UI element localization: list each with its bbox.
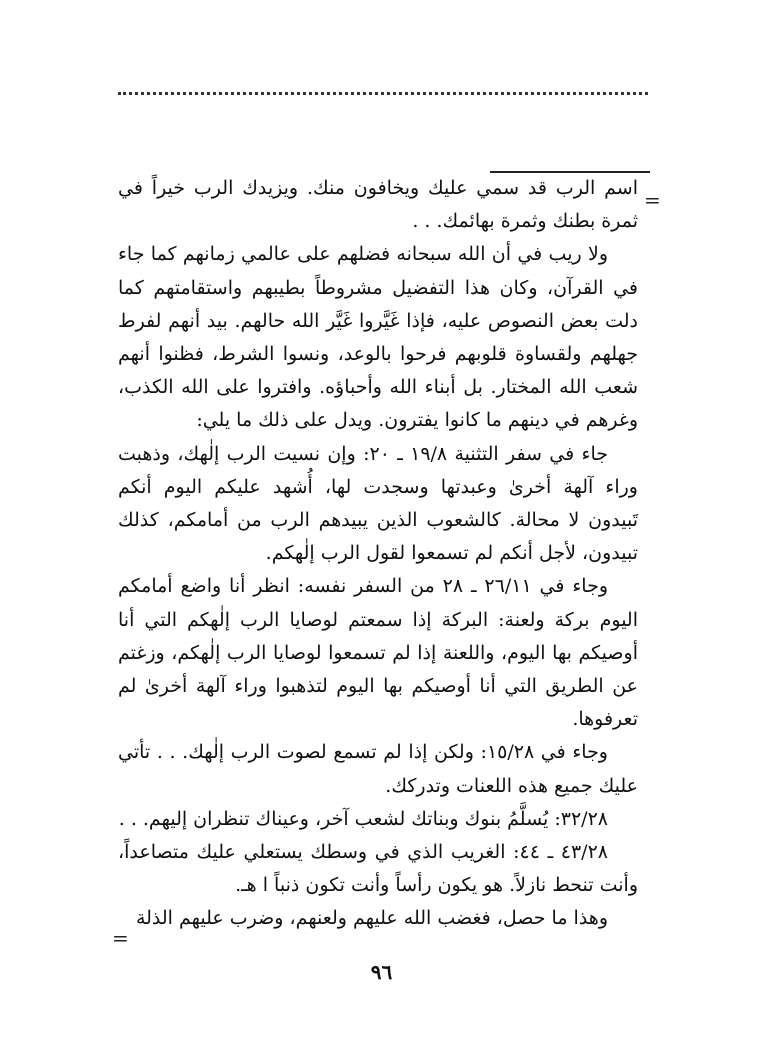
footnote-body	[118, 172, 638, 936]
continuation-mark-top: =	[644, 188, 661, 212]
paragraph-8: وهذا ما حصل، فغضب الله عليهم ولعنهم، وضرب عليهم الذلة	[135, 907, 608, 930]
continuation-mark-bottom: =	[112, 926, 129, 950]
paragraph-4: وجاء في ٢٦/١١ ـ ٢٨ من السفر نفسه: انظر أنا واضع أمامكم اليوم بركة ولعنة: البركة إذا سمعتم لوصايا الرب إلٰهكم التي أنا أوصيكم بها اليوم، واللعنة إذا لم تسمعوا لوصايا الرب إلٰهكم، وزغتم عن الطريق التي أنا أوصيكم بها اليوم لتذهبوا وراء آلهة أخرىٰ لم تعرفوها.	[118, 575, 638, 731]
paragraph-7: ٤٣/٢٨ ـ ٤٤: الغريب الذي في وسطك يستعلي عليك متصاعداً، وأنت تنحط نازلاً. هو يكون رأساً وأنت تكون ذنباً ا هـ.	[118, 841, 638, 897]
paragraph-5: وجاء في ١٥/٢٨: ولكن إذا لم تسمع لصوت الرب إلٰهك. . . تأتي عليك جميع هذه اللعنات وتدركك.	[118, 741, 638, 797]
paragraph-3: جاء في سفر التثنية ١٩/٨ ـ ٢٠: وإن نسيت الرب إلٰهك، وذهبت وراء آلهة أخرىٰ وعبدتها وسجدت لها، أُشهد عليكم اليوم أنكم تَبيدون لا محالة. كالشعوب الذين يبيدهم الرب من أمامكم، كذلك تبيدون، لأجل أنكم لم تسمعوا لقول الرب إلٰهكم.	[118, 442, 638, 565]
paragraph-2: ولا ريب في أن الله سبحانه فضلهم على عالمي زمانهم كما جاء في القرآن، وكان هذا التفضيل مشروطاً بطيبهم واستقامتهم كما دلت بعض النصوص عليه، فإذا غَيَّروا غَيَّر الله حالهم. بيد أنهم لفرط جهلهم ولقساوة قلوبهم فرحوا بالوعد، ونسوا الشرط، فظنوا أنهم شعب الله المختار. بل أبناء الله وأحباؤه. وافتروا على الله الكذب، وغرهم في دينهم ما كانوا يفترون. ويدل على ذلك ما يلي:	[118, 243, 638, 432]
paragraph-6: ٣٢/٢٨: يُسلَّمُ بنوك وبناتك لشعب آخر، وعيناك تنظران إليهم. . .	[118, 807, 608, 830]
paragraph-1: اسم الرب قد سمي عليك ويخافون منك. ويزيدك الرب خيراً في ثمرة بطنك وثمرة بهائمك. . .	[118, 177, 638, 233]
header-dotted-rule	[118, 92, 648, 95]
page-number: ٩٦	[370, 960, 393, 984]
